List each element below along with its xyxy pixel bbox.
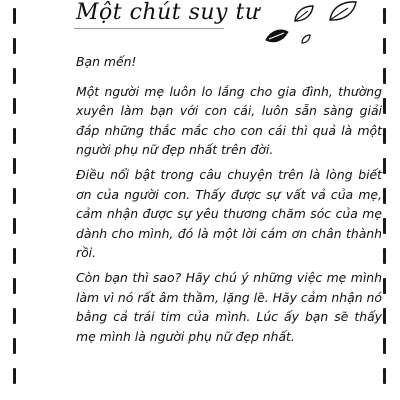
title-underline	[74, 28, 224, 29]
margin-mark	[383, 308, 386, 324]
margin-mark	[383, 188, 386, 204]
margin-mark	[383, 248, 386, 264]
left-margin-marks	[13, 0, 19, 400]
margin-mark	[383, 8, 386, 24]
margin-mark	[383, 158, 386, 174]
leaf-icon	[264, 26, 290, 46]
margin-mark	[383, 128, 386, 144]
margin-mark	[13, 158, 16, 174]
margin-mark	[13, 38, 16, 54]
margin-mark	[383, 68, 386, 84]
margin-mark	[13, 98, 16, 114]
margin-mark	[383, 98, 386, 114]
letter-body	[76, 52, 382, 351]
margin-mark	[13, 218, 16, 234]
margin-mark	[383, 38, 386, 54]
margin-mark	[383, 368, 386, 384]
leaf-icon	[300, 33, 312, 45]
margin-mark	[13, 188, 16, 204]
leaf-icon	[292, 4, 316, 24]
paragraph: Một người mẹ luôn lo lắng cho gia đình, thường xuyên làm bạn với con cái, luôn sẵn sàng giải đáp những thắc mắc cho con cái thì quả là một người phụ nữ đẹp nhất trên đời.	[76, 83, 382, 158]
leaf-icon	[326, 0, 360, 24]
right-margin-marks	[383, 0, 389, 400]
greeting: Bạn mến!	[76, 54, 137, 69]
paragraph: Điều nổi bật trong câu chuyện trên là lòng biết ơn của người con. Thấy được sự vất vả của mẹ, cảm nhận được sự yêu thương chăm sóc của mẹ dành cho mình, đó là một lời cám ơn chân thành rồi.	[76, 166, 382, 261]
margin-mark	[13, 368, 16, 384]
paragraph: Còn bạn thì sao? Hãy chú ý những việc mẹ mình làm vì nó rất âm thầm, lặng lẽ. Hãy cảm nhận nó bằng cả trái tim của mình. Lúc ấy bạn sẽ thấy mẹ mình là người phụ nữ đẹp nhất.	[76, 269, 382, 344]
margin-mark	[13, 308, 16, 324]
margin-mark	[383, 278, 386, 294]
margin-mark	[13, 278, 16, 294]
margin-mark	[383, 218, 386, 234]
margin-mark	[13, 128, 16, 144]
margin-mark	[13, 68, 16, 84]
margin-mark	[383, 338, 386, 354]
margin-mark	[13, 8, 16, 24]
margin-mark	[13, 338, 16, 354]
margin-mark	[13, 248, 16, 264]
document-title: Một chút suy tư	[76, 0, 260, 25]
